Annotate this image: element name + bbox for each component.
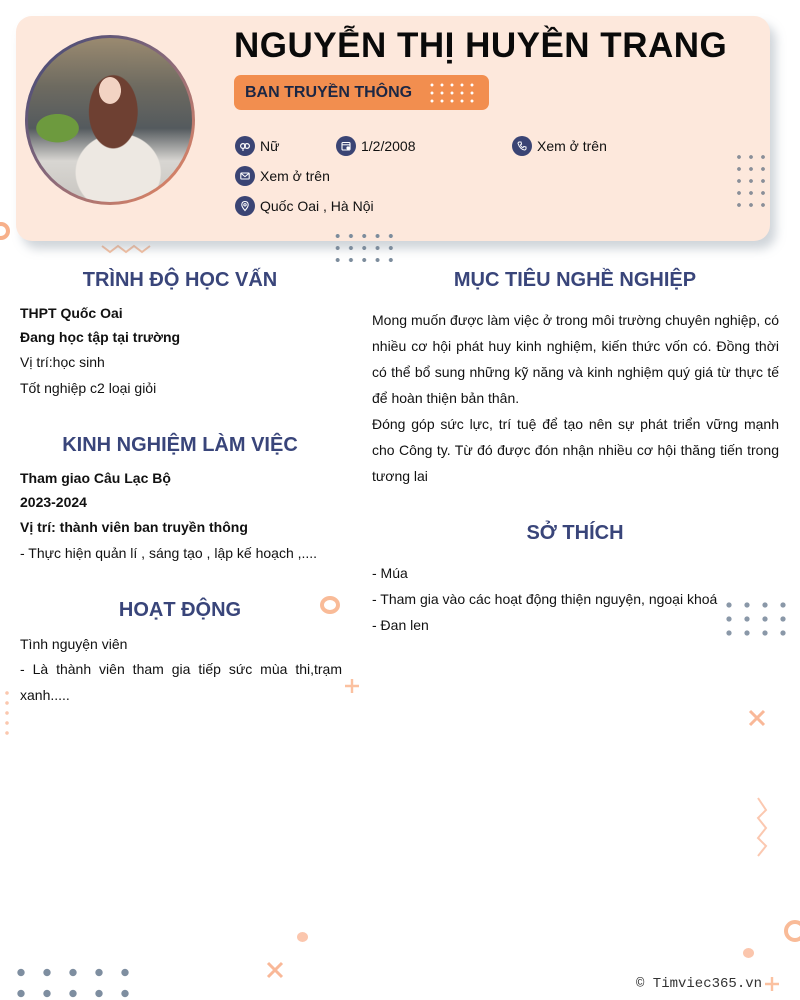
education-achievement: Tốt nghiệp c2 loại giỏi	[20, 380, 157, 396]
hobbies-title: SỞ THÍCH	[526, 522, 624, 544]
activities-role: Tình nguyện viên	[20, 636, 128, 652]
mail-icon	[235, 166, 255, 186]
birthday-value: 1/2/2008	[361, 138, 416, 154]
dots-decoration	[8, 962, 138, 1000]
dots-decoration	[3, 688, 11, 740]
experience-title: KINH NGHIỆM LÀM VIỆC	[62, 434, 298, 456]
ring-decoration	[0, 222, 10, 240]
avatar	[28, 38, 192, 202]
hobby-item: - Đan len	[372, 617, 429, 633]
gender-value: Nữ	[260, 138, 280, 154]
dot-decoration	[743, 948, 754, 958]
gender-icon	[235, 136, 255, 156]
email-value: Xem ở trên	[260, 168, 330, 184]
gender-info	[235, 136, 279, 156]
copyright: © Timviec365.vn	[636, 976, 763, 992]
candidate-name: NGUYỄN THỊ HUYỀN TRANG	[234, 26, 728, 65]
x-decoration	[747, 708, 767, 728]
activities-title: HOẠT ĐỘNG	[118, 599, 242, 621]
plus-decoration	[763, 975, 781, 993]
phone-icon	[512, 136, 532, 156]
dots-decoration	[733, 151, 765, 209]
education-title: TRÌNH ĐỘ HỌC VẤN	[82, 269, 278, 291]
role-label: BAN TRUYỀN THÔNG	[245, 84, 413, 101]
objective-paragraph-2: Đóng góp sức lực, trí tuệ để tạo nên sự phát triển vững mạnh cho Công ty. Từ đó được đón nhận nhiều cơ hội thăng tiến trong tương lai	[372, 416, 779, 484]
education-status: Đang học tập tại trường	[20, 329, 181, 345]
hobby-item: - Múa	[372, 565, 408, 581]
calendar-icon	[336, 136, 356, 156]
education-position: Vị trí:học sinh	[20, 354, 105, 370]
dots-decoration	[720, 598, 792, 640]
ring-decoration	[320, 596, 340, 614]
location-icon	[235, 196, 255, 216]
phone-value: Xem ở trên	[537, 138, 607, 154]
ring-decoration	[784, 920, 800, 942]
zigzag-decoration	[754, 796, 770, 858]
phone-info	[512, 136, 607, 156]
experience-organization: Tham giao Câu Lạc Bộ	[20, 470, 171, 486]
avatar-frame	[25, 35, 195, 205]
dots-decoration	[427, 81, 477, 103]
experience-position: Vị trí: thành viên ban truyền thông	[20, 519, 248, 535]
dots-decoration	[331, 230, 396, 264]
x-decoration	[265, 961, 285, 979]
objective-title: MỤC TIÊU NGHỀ NGHIỆP	[453, 269, 697, 291]
zigzag-decoration	[100, 243, 155, 255]
hobby-item: - Tham gia vào các hoạt động thiện nguyện, ngoại khoá	[372, 591, 718, 607]
experience-description: - Thực hiện quản lí , sáng tạo , lập kế hoạch ,....	[20, 545, 318, 561]
objective-paragraph-1: Mong muốn được làm việc ở trong môi trường chuyên nghiệp, có nhiều cơ hội phát huy kinh nghiệm, kiến thức vốn có. Đồng thời có thể bổ sung những kỹ năng và kinh nghiệm quý giá từ thực tế để hoàn thiện bản thân.	[372, 312, 779, 406]
dot-decoration	[297, 932, 308, 942]
birthday-info	[336, 136, 416, 156]
activities-description: - Là thành viên tham gia tiếp sức mùa thi,trạm xanh.....	[20, 661, 342, 703]
address-info	[235, 196, 374, 216]
address-value: Quốc Oai , Hà Nội	[260, 198, 374, 214]
plus-decoration	[343, 677, 361, 695]
education-school: THPT Quốc Oai	[20, 305, 123, 321]
role-badge	[234, 75, 489, 110]
email-info	[235, 166, 330, 186]
experience-period: 2023-2024	[20, 494, 87, 510]
